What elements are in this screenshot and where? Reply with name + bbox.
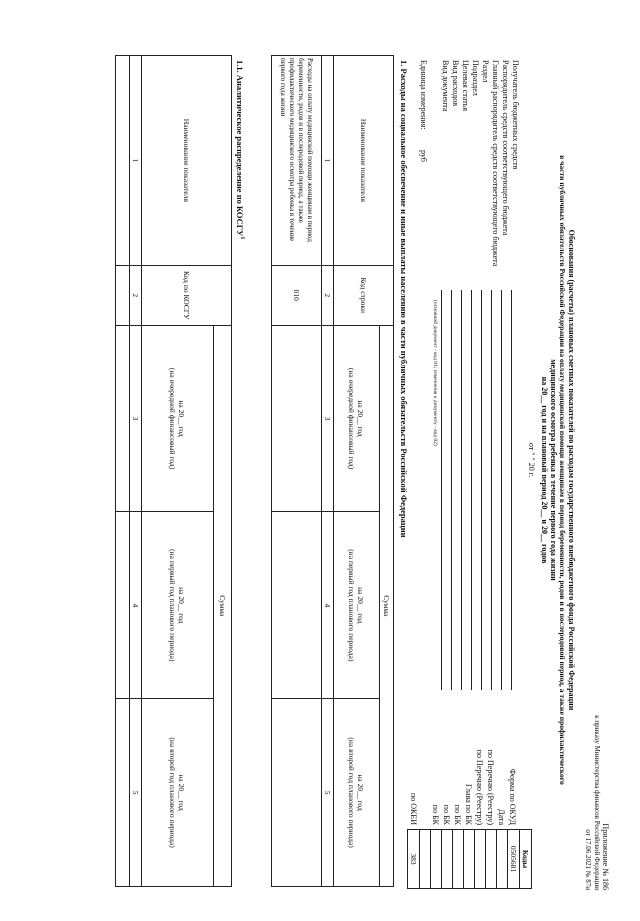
bk1-value <box>453 830 464 889</box>
doc-type-underline <box>441 290 442 690</box>
glava-label: Глава по БК <box>464 784 473 825</box>
s11-row-code[interactable] <box>116 265 130 325</box>
s11-header-y3 <box>142 699 214 887</box>
appendix-date: от 17.06.2021 № 87н <box>584 829 592 890</box>
s1-num-5: 5 <box>322 699 334 887</box>
section1-table <box>271 55 394 887</box>
s11-row-y1[interactable] <box>116 325 130 512</box>
main-manager-underline <box>491 290 492 690</box>
s11-y1-label: на 20__ год <box>177 400 187 437</box>
s11-num-5: 5 <box>130 699 142 887</box>
date-value <box>497 830 508 889</box>
s11-row-y2[interactable] <box>116 512 130 699</box>
field-doc-type: Вид документа <box>441 60 450 112</box>
field-expense-type: Вид расходов <box>451 60 460 106</box>
section11-title <box>235 60 246 239</box>
field-target: Целевая статья <box>461 60 470 112</box>
glava-value <box>464 830 475 889</box>
bk1-label: по БК <box>453 804 462 825</box>
codes-header: Коды <box>520 830 532 889</box>
field-main-manager: Главный распорядитель средств соответствующего бюджета <box>491 60 500 267</box>
field-manager: Распорядитель средств соответствующего бюджета <box>501 60 510 236</box>
s11-y3-label: на 20__ год <box>177 774 187 811</box>
s11-row-name[interactable] <box>116 56 130 266</box>
bk2-label: по БК <box>442 804 451 825</box>
s11-num-4: 4 <box>130 512 142 699</box>
bk3-value <box>431 830 442 889</box>
s11-header-y2 <box>142 512 214 699</box>
s11-y2-sub: (на первый год планового периода) <box>168 549 178 662</box>
s1-header-code: Код строки <box>334 265 394 325</box>
s1-row-code: 010 <box>272 265 322 325</box>
s11-header-name: Наименование показателя <box>142 56 232 266</box>
doc-type-value <box>420 830 431 889</box>
okud-label: Форма по ОКУД <box>508 768 517 825</box>
s1-y2-sub: (на первый год планового периода) <box>347 549 357 662</box>
list1-value <box>486 830 497 889</box>
s11-y2-label: на 20__ год <box>177 587 187 624</box>
bk3-label: по БК <box>431 804 440 825</box>
s1-num-2: 2 <box>322 265 334 325</box>
s1-row-y2[interactable] <box>272 512 322 699</box>
okud-value: 0505681 <box>508 830 520 889</box>
expense-type-underline <box>451 290 452 690</box>
s1-y1-label: на 20__ год <box>356 400 366 437</box>
s1-y1-sub: (на очередной финансовый год) <box>347 367 357 470</box>
s1-header-y3 <box>334 699 380 887</box>
field-section: Раздел <box>481 60 490 83</box>
s11-num-2: 2 <box>130 265 142 325</box>
list2-value <box>475 830 486 889</box>
section-underline <box>481 290 482 690</box>
appendix-number: Приложение № 186 <box>601 823 610 890</box>
title-line-2: в части публичных обязательств Российской Федерации на оплату медицинской помощи женщинам в период беременности, родов и в послеродовой период, а также профилактического <box>558 155 567 785</box>
unit-value: руб <box>419 150 428 162</box>
okei-label: по ОКЕИ <box>409 792 418 825</box>
s1-y2-label: на 20__ год <box>356 587 366 624</box>
title-line-1: Обоснования (расчеты) плановых сметных показателей по расходам государственного внебюджетного фонда Российской Федерации <box>567 229 576 711</box>
s1-header-name: Наименование показателя <box>334 56 394 266</box>
okei-value: 383 <box>408 830 420 889</box>
field-subsection: Подраздел <box>471 60 480 96</box>
section11-title-text: 1.1. Аналитическое распределение по КОСГУ <box>235 60 246 237</box>
section1-title: 1. Расходы на социальное обеспечение и иные выплаты населению в части публичных обязательств Российской Федерации <box>399 60 409 538</box>
s11-num-3: 3 <box>130 325 142 512</box>
bk2-value <box>442 830 453 889</box>
s11-header-sum: Сумма <box>214 325 232 886</box>
s11-header-code: Код по КОСГУ <box>142 265 232 325</box>
section11-table <box>115 55 232 887</box>
s11-row-y3[interactable] <box>116 699 130 887</box>
list1-label: по Перечню (Реестру) <box>486 749 495 825</box>
list2-label: по Перечню (Реестру) <box>475 749 484 825</box>
s1-row-text: Расходы на оплату медицинской помощи женщинам в период беременности, родов и в послеродовой период, а также профилактического медицинского осмотра ребенка в течение первого года жизни <box>272 56 322 266</box>
field-recipient: Получатель бюджетных средств <box>511 60 520 170</box>
s1-row-y3[interactable] <box>272 699 322 887</box>
unit-label: Единица измерения: <box>419 60 428 130</box>
doc-type-note: (основной документ - код 01; изменения к документу - код 02) <box>432 300 438 446</box>
title-line-4: на 20__ год и на плановый период 20__ и 20__ годов <box>540 376 549 564</box>
s1-header-sum: Сумма <box>380 325 394 886</box>
date-label: Дата <box>497 809 506 825</box>
s1-header-y2 <box>334 512 380 699</box>
s1-num-1: 1 <box>322 56 334 266</box>
codes-table <box>407 829 532 889</box>
title-line-3: медицинского осмотра ребенка в течение первого года жизни <box>549 359 558 581</box>
s11-num-1: 1 <box>130 56 142 266</box>
s1-y3-label: на 20__ год <box>356 774 366 811</box>
form-date: от " " 20 г. <box>527 442 536 478</box>
s1-num-3: 3 <box>322 325 334 512</box>
appendix-order: к приказу Министерства финансов Российской Федерации <box>593 715 601 890</box>
target-underline <box>461 290 462 690</box>
s1-y3-sub: (на второй год планового периода) <box>347 737 357 848</box>
s1-num-4: 4 <box>322 512 334 699</box>
subsection-underline <box>471 290 472 690</box>
s1-header-y1 <box>334 325 380 512</box>
s1-row-y1[interactable] <box>272 325 322 512</box>
section11-footnote-mark: 1 <box>239 236 245 240</box>
recipient-underline <box>511 290 512 690</box>
s11-y3-sub: (на второй год планового периода) <box>168 737 178 848</box>
manager-underline <box>501 290 502 690</box>
s11-header-y1 <box>142 325 214 512</box>
s11-y1-sub: (на очередной финансовый год) <box>168 367 178 470</box>
